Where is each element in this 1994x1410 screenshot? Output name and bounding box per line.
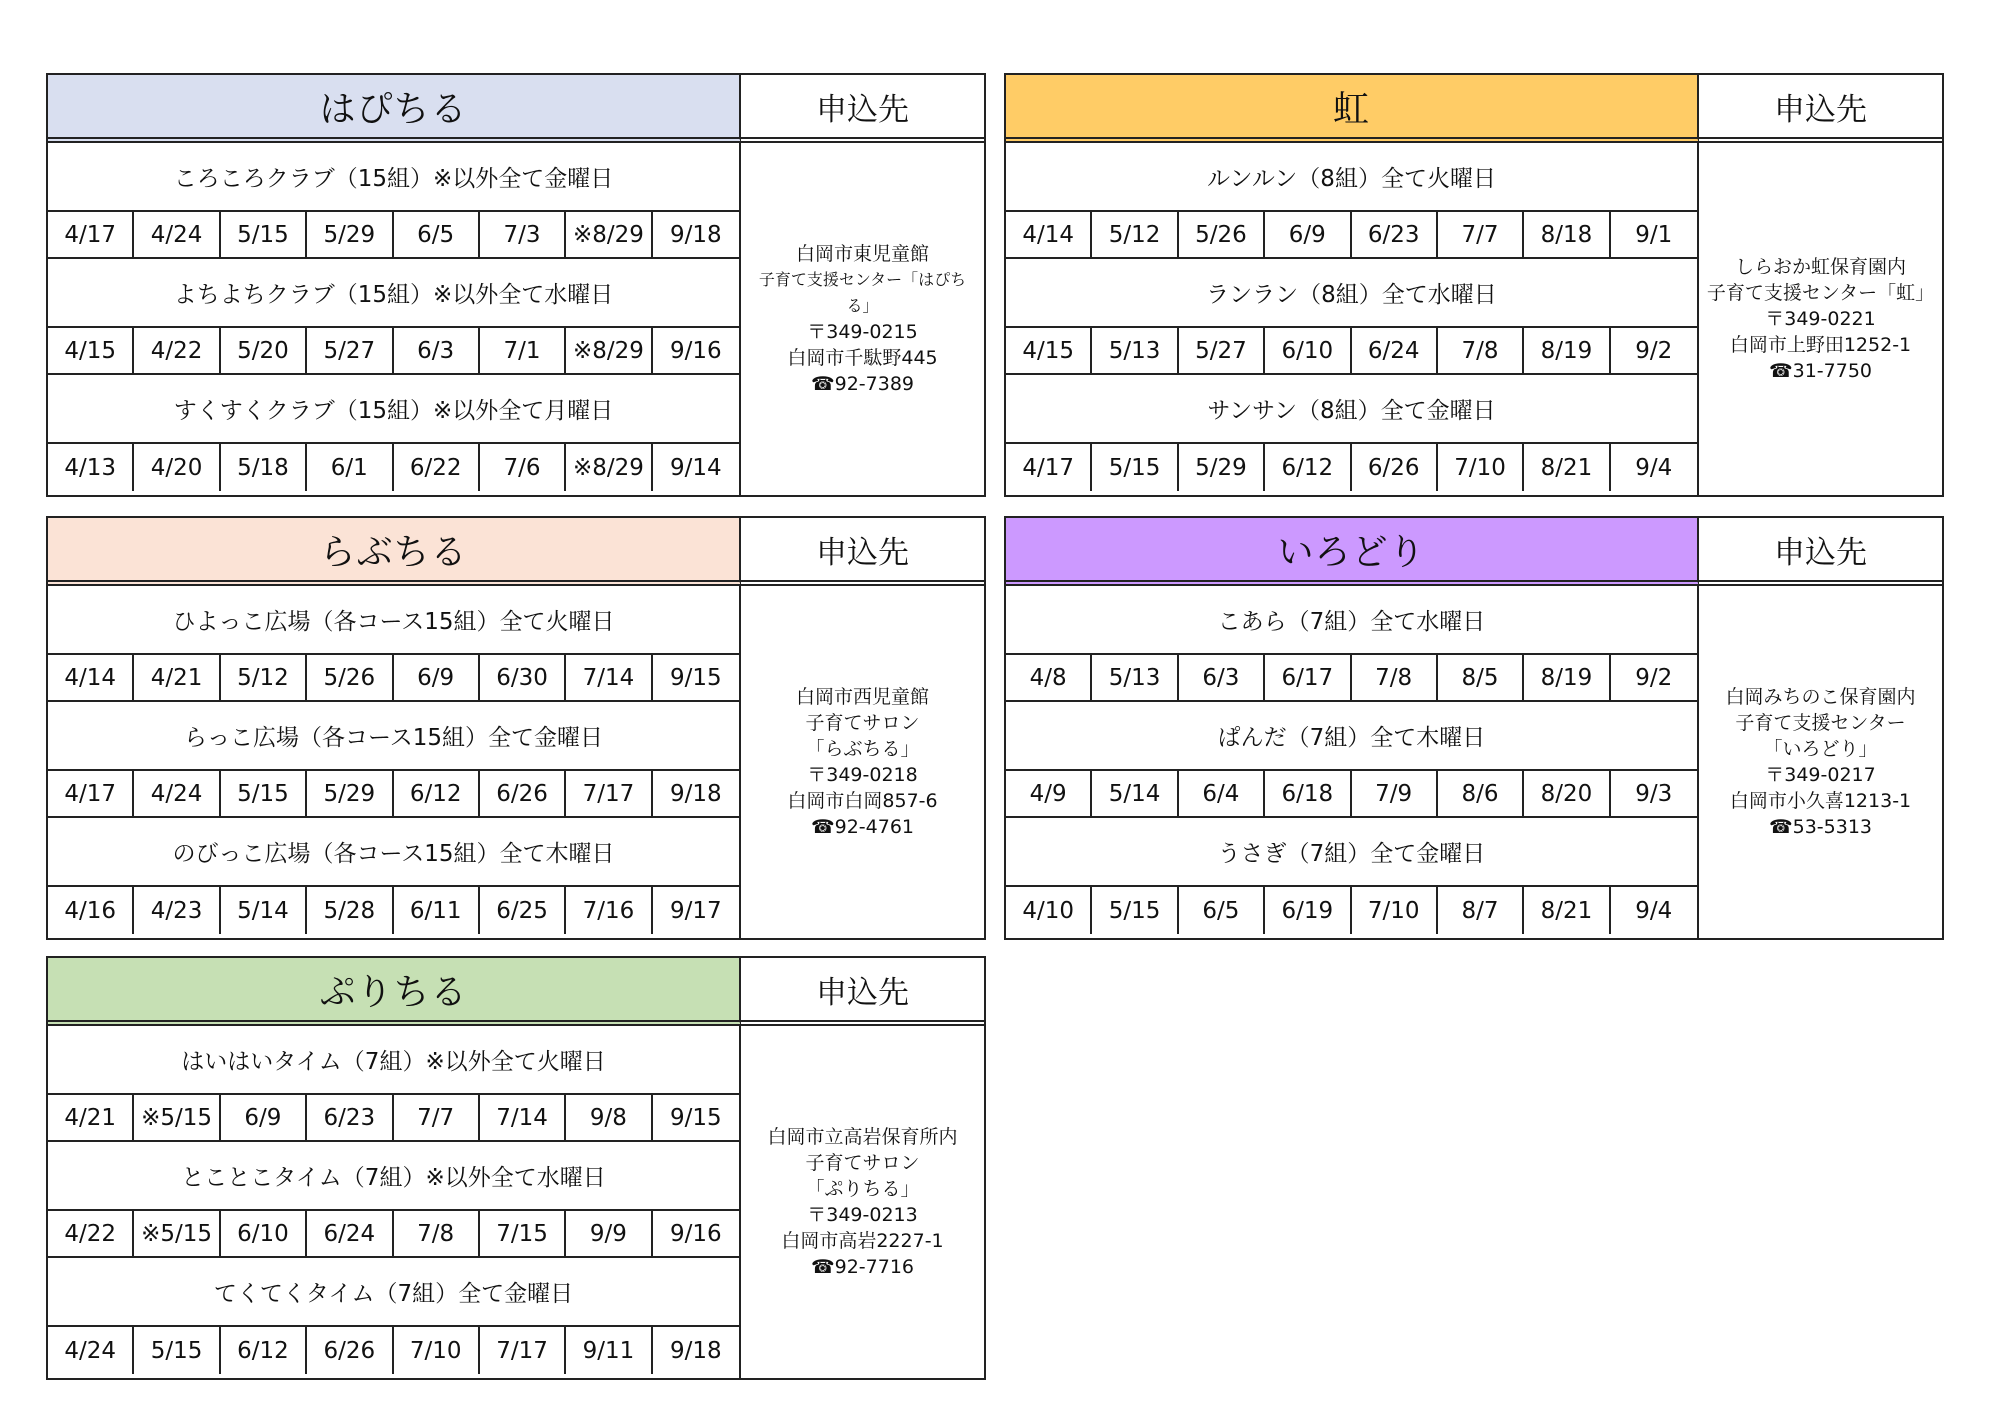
date-cell: 4/9 (1006, 771, 1092, 816)
date-cell: 8/21 (1524, 444, 1610, 491)
date-row (1006, 444, 1697, 491)
block-hapichiru (46, 73, 986, 497)
date-cell: 6/30 (480, 655, 566, 700)
contact-line: 白岡みちのこ保育園内 (1725, 686, 1916, 708)
date-cell: 7/16 (566, 887, 652, 934)
contact-line: しらおか虹保育園内 (1734, 256, 1906, 278)
date-row (48, 1327, 739, 1374)
class-group (48, 702, 739, 818)
date-cell: 6/18 (1265, 771, 1351, 816)
date-cell: 6/12 (221, 1327, 307, 1374)
group-title: ひよっこ広場（各コース15組）全て火曜日 (48, 586, 739, 655)
date-row (1006, 212, 1697, 259)
date-cell: 8/19 (1524, 655, 1610, 700)
contact-line: 〒349-0218 (807, 764, 918, 786)
contact-info (741, 1026, 984, 1378)
class-group (48, 1142, 739, 1258)
date-cell: 5/13 (1092, 655, 1178, 700)
date-cell: 6/4 (1179, 771, 1265, 816)
date-cell: ※5/15 (134, 1211, 220, 1256)
date-cell: 4/15 (48, 328, 134, 373)
date-cell: 6/23 (307, 1095, 393, 1140)
phone-line: ☎92-7716 (810, 1256, 915, 1278)
date-cell: 9/15 (669, 1104, 722, 1131)
date-cell: 7/8 (1438, 328, 1524, 373)
date-cell: 7/17 (566, 771, 652, 816)
date-cell: 8/18 (1524, 212, 1610, 257)
class-group (48, 586, 739, 702)
group-title: よちよちクラブ（15組）※以外全て水曜日 (48, 259, 739, 328)
date-cell: ※8/29 (566, 212, 652, 257)
date-cell: 8/5 (1438, 655, 1524, 700)
date-cell: 7/10 (394, 1327, 480, 1374)
date-cell: 7/14 (566, 655, 652, 700)
date-cell: 9/8 (566, 1095, 652, 1140)
date-cell: 6/19 (1265, 887, 1351, 934)
contact-line: 〒349-0215 (807, 321, 918, 343)
block-purichiru (46, 956, 986, 1380)
group-title: うさぎ（7組）全て金曜日 (1006, 818, 1697, 887)
date-cell: 6/5 (394, 212, 480, 257)
date-cell: 4/17 (48, 771, 134, 816)
block-rabuchiru (46, 516, 986, 940)
date-row (48, 1211, 739, 1258)
class-group (48, 818, 739, 934)
date-cell: 4/21 (134, 655, 220, 700)
group-list (48, 586, 741, 938)
date-cell: 6/1 (307, 444, 393, 491)
date-cell: 9/9 (566, 1211, 652, 1256)
date-row (1006, 887, 1697, 934)
contact-line: 子育て支援センター (1735, 712, 1906, 734)
date-cell: 5/26 (1179, 212, 1265, 257)
date-cell: 9/18 (669, 221, 722, 248)
date-cell: 4/22 (134, 328, 220, 373)
date-cell: 6/12 (394, 771, 480, 816)
date-cell: 5/15 (134, 1327, 220, 1374)
phone-line: ☎31-7750 (1768, 360, 1873, 382)
contact-line: 「いろどり」 (1763, 738, 1878, 760)
date-cell: 7/17 (480, 1327, 566, 1374)
date-cell: 9/3 (1635, 780, 1673, 807)
block-title: はぴちる (48, 75, 741, 143)
contact-info (741, 143, 984, 495)
date-cell: 6/23 (1352, 212, 1438, 257)
block-title: いろどり (1006, 518, 1699, 586)
date-row (48, 771, 739, 818)
date-cell: 6/17 (1265, 655, 1351, 700)
class-group (48, 259, 739, 375)
contact-line: 白岡市白岡857-6 (787, 790, 938, 812)
date-cell: 9/18 (669, 1337, 722, 1364)
date-cell: 4/21 (48, 1095, 134, 1140)
contact-line: 白岡市上野田1252-1 (1729, 334, 1912, 356)
date-cell: 9/4 (1635, 454, 1673, 481)
block-title: 虹 (1006, 75, 1699, 143)
date-cell: ※8/29 (566, 328, 652, 373)
date-cell: 6/5 (1179, 887, 1265, 934)
date-cell: 5/28 (307, 887, 393, 934)
class-group (1006, 818, 1697, 934)
group-title: こあら（7組）全て水曜日 (1006, 586, 1697, 655)
date-cell: 4/17 (48, 212, 134, 257)
date-row (48, 887, 739, 934)
group-title: ルンルン（8組）全て火曜日 (1006, 143, 1697, 212)
date-cell: 7/15 (480, 1211, 566, 1256)
date-cell: 5/12 (1092, 212, 1178, 257)
date-cell: 6/24 (307, 1211, 393, 1256)
date-cell: 6/24 (1352, 328, 1438, 373)
date-cell: 4/14 (1006, 212, 1092, 257)
date-cell: 4/8 (1006, 655, 1092, 700)
contact-line: 「らぶちる」 (805, 738, 920, 760)
date-cell: 9/1 (1635, 221, 1673, 248)
date-cell: 7/6 (480, 444, 566, 491)
contact-line: 白岡市高岩2227-1 (781, 1230, 944, 1252)
group-title: はいはいタイム（7組）※以外全て火曜日 (48, 1026, 739, 1095)
date-cell: 7/3 (480, 212, 566, 257)
contact-info (1699, 143, 1942, 495)
group-title: ランラン（8組）全て水曜日 (1006, 259, 1697, 328)
date-cell: 7/14 (480, 1095, 566, 1140)
contact-line: 白岡市西児童館 (795, 686, 929, 708)
block-irodori (1004, 516, 1944, 940)
date-cell: 6/25 (480, 887, 566, 934)
group-list (1006, 143, 1699, 495)
date-cell: 7/10 (1438, 444, 1524, 491)
apply-header: 申込先 (741, 518, 984, 586)
class-group (1006, 375, 1697, 491)
date-cell: 5/29 (1179, 444, 1265, 491)
date-cell: 4/20 (134, 444, 220, 491)
contact-line: 白岡市千駄野445 (787, 347, 938, 369)
apply-header: 申込先 (741, 75, 984, 143)
date-cell: 4/23 (134, 887, 220, 934)
date-row (1006, 328, 1697, 375)
date-cell: 5/15 (1092, 444, 1178, 491)
date-cell: 6/10 (1265, 328, 1351, 373)
date-cell: 6/11 (394, 887, 480, 934)
date-cell: 5/29 (307, 212, 393, 257)
group-title: ぱんだ（7組）全て木曜日 (1006, 702, 1697, 771)
block-title: ぷりちる (48, 958, 741, 1026)
date-cell: 8/7 (1438, 887, 1524, 934)
date-cell: ※8/29 (566, 444, 652, 491)
contact-line: 子育てサロン (805, 1152, 920, 1174)
block-niji (1004, 73, 1944, 497)
date-cell: 7/7 (1438, 212, 1524, 257)
class-group (48, 1258, 739, 1374)
contact-line: 〒349-0217 (1765, 764, 1876, 786)
contact-info (741, 586, 984, 938)
date-cell: 5/15 (221, 771, 307, 816)
date-cell: 5/27 (1179, 328, 1265, 373)
date-cell: 4/24 (134, 212, 220, 257)
date-cell: 7/8 (1352, 655, 1438, 700)
date-cell: 7/9 (1352, 771, 1438, 816)
date-cell: 5/27 (307, 328, 393, 373)
contact-line: 子育て支援センター「はぴちる」 (758, 270, 967, 315)
date-cell: 5/14 (1092, 771, 1178, 816)
date-cell: 4/16 (48, 887, 134, 934)
contact-line: 「ぷりちる」 (805, 1178, 920, 1200)
class-group (1006, 702, 1697, 818)
date-cell: 5/26 (307, 655, 393, 700)
date-cell: 9/17 (669, 897, 722, 924)
date-cell: 5/12 (221, 655, 307, 700)
date-cell: 4/15 (1006, 328, 1092, 373)
date-cell: 6/12 (1265, 444, 1351, 491)
date-row (48, 655, 739, 702)
contact-line: 白岡市小久喜1213-1 (1729, 790, 1912, 812)
date-row (48, 444, 739, 491)
date-row (48, 212, 739, 259)
date-cell: 4/24 (134, 771, 220, 816)
phone-line: ☎53-5313 (1768, 816, 1873, 838)
date-cell: 6/26 (1352, 444, 1438, 491)
date-cell: 7/8 (394, 1211, 480, 1256)
class-group (48, 1026, 739, 1142)
date-cell: 4/10 (1006, 887, 1092, 934)
date-cell: 8/6 (1438, 771, 1524, 816)
date-cell: 9/16 (669, 337, 722, 364)
date-cell: 5/15 (1092, 887, 1178, 934)
group-title: すくすくクラブ（15組）※以外全て月曜日 (48, 375, 739, 444)
group-title: ころころクラブ（15組）※以外全て金曜日 (48, 143, 739, 212)
date-cell: 4/24 (48, 1327, 134, 1374)
date-cell: 7/7 (394, 1095, 480, 1140)
date-cell: 6/9 (1265, 212, 1351, 257)
class-group (48, 143, 739, 259)
date-cell: 6/22 (394, 444, 480, 491)
group-title: らっこ広場（各コース15組）全て金曜日 (48, 702, 739, 771)
class-group (48, 375, 739, 491)
phone-line: ☎92-4761 (810, 816, 915, 838)
date-cell: 9/11 (566, 1327, 652, 1374)
date-cell: 4/17 (1006, 444, 1092, 491)
date-cell: 8/20 (1524, 771, 1610, 816)
date-cell: 6/3 (394, 328, 480, 373)
date-cell: 6/26 (307, 1327, 393, 1374)
date-cell: 6/10 (221, 1211, 307, 1256)
date-cell: 9/15 (669, 664, 722, 691)
date-cell: 5/13 (1092, 328, 1178, 373)
contact-line: 〒349-0221 (1765, 308, 1876, 330)
group-title: サンサン（8組）全て金曜日 (1006, 375, 1697, 444)
group-list (1006, 586, 1699, 938)
date-cell: 6/9 (221, 1095, 307, 1140)
date-cell: ※5/15 (134, 1095, 220, 1140)
date-cell: 8/19 (1524, 328, 1610, 373)
date-cell: 5/14 (221, 887, 307, 934)
date-cell: 6/3 (1179, 655, 1265, 700)
date-cell: 9/4 (1635, 897, 1673, 924)
date-cell: 9/18 (669, 780, 722, 807)
date-row (48, 328, 739, 375)
date-cell: 9/14 (669, 454, 722, 481)
date-cell: 6/9 (394, 655, 480, 700)
date-cell: 7/1 (480, 328, 566, 373)
block-title: らぶちる (48, 518, 741, 586)
group-title: のびっこ広場（各コース15組）全て木曜日 (48, 818, 739, 887)
date-row (48, 1095, 739, 1142)
date-cell: 8/21 (1524, 887, 1610, 934)
contact-line: 白岡市立高岩保育所内 (767, 1126, 958, 1148)
date-cell: 6/26 (480, 771, 566, 816)
date-cell: 5/29 (307, 771, 393, 816)
date-cell: 5/18 (221, 444, 307, 491)
contact-info (1699, 586, 1942, 938)
contact-line: 〒349-0213 (807, 1204, 918, 1226)
apply-header: 申込先 (1699, 75, 1942, 143)
date-cell: 9/16 (669, 1220, 722, 1247)
date-cell: 4/14 (48, 655, 134, 700)
date-cell: 4/13 (48, 444, 134, 491)
date-cell: 9/2 (1635, 664, 1673, 691)
contact-line: 子育て支援センター「虹」 (1706, 282, 1935, 304)
date-cell: 5/20 (221, 328, 307, 373)
class-group (1006, 586, 1697, 702)
date-cell: 4/22 (48, 1211, 134, 1256)
date-row (1006, 771, 1697, 818)
contact-line: 子育てサロン (805, 712, 920, 734)
date-cell: 7/10 (1352, 887, 1438, 934)
class-group (1006, 259, 1697, 375)
apply-header: 申込先 (741, 958, 984, 1026)
group-title: てくてくタイム（7組）全て金曜日 (48, 1258, 739, 1327)
date-cell: 5/15 (221, 212, 307, 257)
group-list (48, 143, 741, 495)
contact-line: 白岡市東児童館 (795, 243, 929, 265)
group-list (48, 1026, 741, 1378)
class-group (1006, 143, 1697, 259)
group-title: とことこタイム（7組）※以外全て水曜日 (48, 1142, 739, 1211)
date-row (1006, 655, 1697, 702)
apply-header: 申込先 (1699, 518, 1942, 586)
date-cell: 9/2 (1635, 337, 1673, 364)
phone-line: ☎92-7389 (810, 373, 915, 395)
